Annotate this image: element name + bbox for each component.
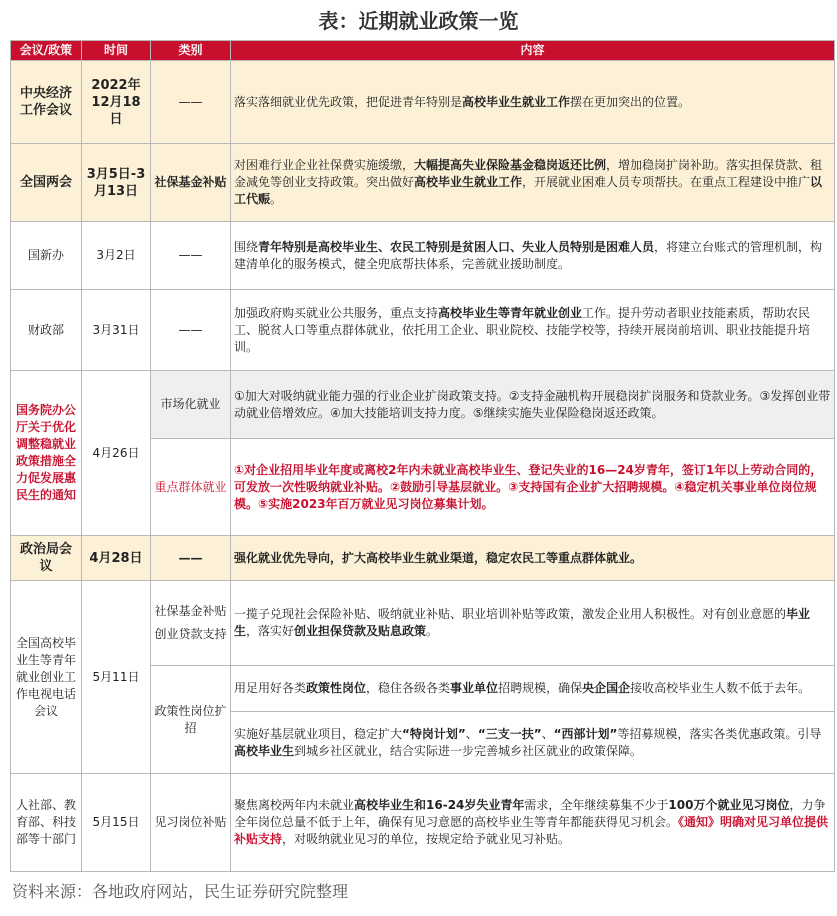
body-text: 对困难行业企业社保费实施缓缴， <box>234 158 415 172</box>
table-row <box>11 222 835 290</box>
body-text: 加强政府购买就业公共服务，重点支持 <box>234 305 439 320</box>
content-cell: ①对企业招用毕业年度或离校2年内未就业高校毕业生、登记失业的16—24岁青年，签订1年以上劳动合同的，可发放一次性吸纳就业补贴。②鼓励引导基层就业。③支持国有企业扩大招聘规模。④稳定机关事业单位岗位规模。⑤实施2023年百万就业见习岗位募集计划。 <box>231 439 835 536</box>
content-cell <box>231 61 835 144</box>
table-row <box>11 290 835 371</box>
policy-table-wrapper <box>10 40 834 872</box>
meeting-cell: 中央经济工作会议 <box>11 61 82 144</box>
body-text: 摆在更加突出的位置。 <box>570 94 691 109</box>
body-text: ，对吸纳就业见习的单位，按规定给予就业见习补贴。 <box>282 832 571 846</box>
date-cell: 4月28日 <box>82 536 151 581</box>
date-cell: 3月5日-3月13日 <box>82 144 151 222</box>
table-row <box>11 61 835 144</box>
category-cell: 见习岗位补贴 <box>151 774 231 872</box>
category-cell: —— <box>151 222 231 290</box>
meeting-cell: 全国两会 <box>11 144 82 222</box>
body-text: 等招募规模，落实各类优惠政策。引导 <box>617 726 822 741</box>
highlight-text: 《通知》明确对见习单位提供补贴支持 <box>234 815 829 846</box>
source-note: 资料来源：各地政府网站，民生证券研究院整理 <box>12 882 349 901</box>
body-text: 一揽子兑现社会保险补贴、吸纳就业补贴、职业培训补贴等政策，激发企业用人积极性。对有创业意愿的 <box>234 607 787 621</box>
emphasis-text: 高校毕业生等青年就业创业 <box>438 305 583 320</box>
emphasis-text: 高校毕业生 <box>234 743 295 758</box>
table-row <box>11 774 835 872</box>
body-text: 聚焦离校两年内未就业 <box>234 798 355 812</box>
body-text: 、 <box>465 726 478 741</box>
body-text: ，将建立台账式的管理机制，构建清单化的服务模式，健全兜底帮扶体系，完善就业援助制度。 <box>234 239 823 271</box>
emphasis-text: 100万个就业见习岗位 <box>668 798 790 812</box>
body-text: ，开展就业困难人员专项帮扶。在重点工程建设中推广 <box>522 175 811 189</box>
body-text: ，力争全年岗位总量不低于上年，确保有见习意愿的高校毕业生等青年都能获得见习机会。 <box>234 798 826 829</box>
content-cell: 强化就业优先导向，扩大高校毕业生就业渠道，稳定农民工等重点群体就业。 <box>231 536 835 581</box>
meeting-cell: 国务院办公厅关于优化调整稳就业政策措施全力促发展惠民生的通知 <box>11 371 82 536</box>
emphasis-text: 高校毕业生就业工作 <box>462 94 571 109</box>
category-cell: —— <box>151 61 231 144</box>
category-label: 创业贷款支持 <box>154 627 227 641</box>
date-cell: 4月26日 <box>82 371 151 536</box>
category-cell: 重点群体就业 <box>151 439 231 536</box>
table-row <box>11 581 835 666</box>
body-text: 。 <box>270 192 283 206</box>
body-text: 用足用好各类 <box>234 681 307 695</box>
emphasis-text: “三支一扶” <box>477 726 542 741</box>
meeting-cell: 人社部、教育部、科技部等十部门 <box>11 774 82 872</box>
category-cell: —— <box>151 290 231 371</box>
emphasis-text: 创业担保贷款及贴息政策 <box>294 624 427 638</box>
col-header-date: 时间 <box>82 41 151 61</box>
body-text: ，稳住各级各类 <box>366 681 451 695</box>
emphasis-text: 政策性岗位 <box>306 681 367 695</box>
content-cell <box>231 290 835 371</box>
emphasis-text: 毕业生 <box>234 607 811 638</box>
body-text: 落实落细就业优先政策，把促进青年特别是 <box>234 94 463 109</box>
emphasis-text: 事业单位 <box>450 681 499 695</box>
category-cell: 社保基金补贴 <box>151 144 231 222</box>
date-cell: 5月15日 <box>82 774 151 872</box>
table-row <box>11 371 835 439</box>
page-title: 表：近期就业政策一览 <box>318 9 519 33</box>
category-cell: —— <box>151 536 231 581</box>
content-cell <box>231 581 835 666</box>
content-cell <box>231 666 835 712</box>
emphasis-text: “西部计划” <box>553 726 618 741</box>
emphasis-text: 高校毕业生和16-24岁失业青年 <box>354 798 525 812</box>
category-label: 社保基金补贴 <box>154 604 227 618</box>
policy-table <box>10 40 835 872</box>
date-cell: 2022年12月18日 <box>82 61 151 144</box>
category-cell: 市场化就业 <box>151 371 231 439</box>
content-cell <box>231 222 835 290</box>
body-text: ，增加稳岗扩岗补助。落实担保贷款、租金减免等创业支持政策。突出做好 <box>234 158 823 189</box>
category-cell: 政策性岗位扩招 <box>151 666 231 774</box>
meeting-cell: 全国高校毕业生等青年就业创业工作电视电话会议 <box>11 581 82 774</box>
date-cell: 3月2日 <box>82 222 151 290</box>
content-cell <box>231 774 835 872</box>
table-row <box>11 536 835 581</box>
emphasis-text: 青年特别是高校毕业生、农民工特别是贫困人口、失业人员特别是困难人员 <box>258 239 655 254</box>
body-text: 。 <box>426 624 439 638</box>
body-text: 到城乡社区就业，结合实际进一步完善城乡社区就业的政策保障。 <box>294 743 643 758</box>
col-header-content: 内容 <box>231 41 835 61</box>
date-cell: 3月31日 <box>82 290 151 371</box>
emphasis-text: 以工代赈 <box>234 175 823 206</box>
content-cell: ①加大对吸纳就业能力强的行业企业扩岗政策支持。②支持金融机构开展稳岗扩岗服务和贷款业务。③发挥创业带动就业倍增效应。④加大技能培训支持力度。⑤继续实施失业保险稳岗返还政策。 <box>231 371 835 439</box>
body-text: ，落实好 <box>246 624 295 638</box>
category-cell <box>151 581 231 666</box>
col-header-meeting: 会议/政策 <box>11 41 82 61</box>
emphasis-text: 高校毕业生就业工作 <box>414 175 523 189</box>
body-text: 实施好基层就业项目，稳定扩大 <box>234 726 403 741</box>
body-text: 招聘规模，确保 <box>498 681 583 695</box>
meeting-cell: 国新办 <box>11 222 82 290</box>
meeting-cell: 财政部 <box>11 290 82 371</box>
col-header-category: 类别 <box>151 41 231 61</box>
emphasis-text: 央企国企 <box>582 681 631 695</box>
table-row <box>11 144 835 222</box>
body-text: 需求，全年继续募集不少于 <box>524 798 669 812</box>
date-cell: 5月11日 <box>82 581 151 774</box>
body-text: 、 <box>541 726 554 741</box>
content-cell <box>231 712 835 774</box>
table-header-row <box>11 41 835 61</box>
meeting-cell: 政治局会议 <box>11 536 82 581</box>
emphasis-text: 大幅提高失业保险基金稳岗返还比例 <box>414 158 607 172</box>
body-text: 围绕 <box>234 239 259 254</box>
content-cell <box>231 144 835 222</box>
body-text: 接收高校毕业生人数不低于去年。 <box>630 681 811 695</box>
body-text: 工作。提升劳动者职业技能素质，帮助农民工、脱贫人口等重点群体就业，依托用工企业、职业院校、技能学校等，持续开展岗前培训、职业技能提升培训。 <box>234 305 811 354</box>
emphasis-text: “特岗计划” <box>402 726 466 741</box>
